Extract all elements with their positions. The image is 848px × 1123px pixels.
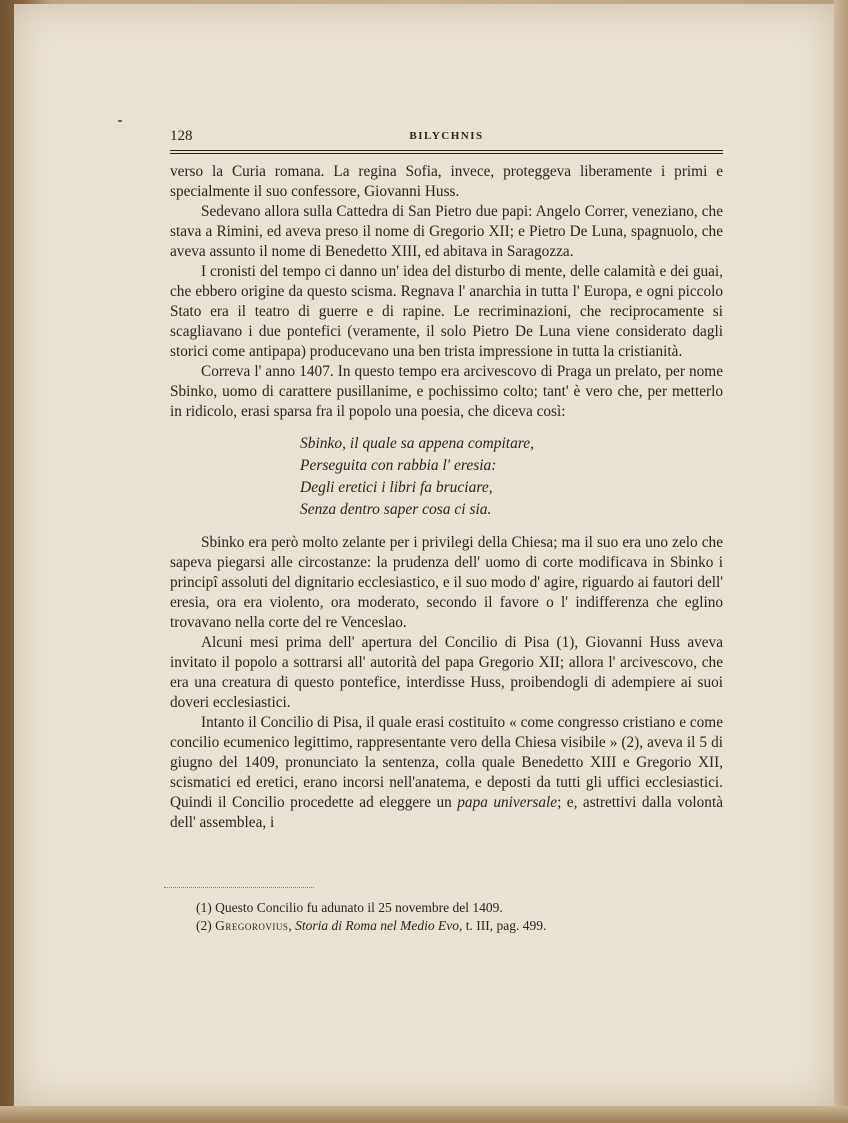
paragraph-4: Correva l' anno 1407. In questo tempo era arcivescovo di Praga un prelato, per nome Sbinko, uomo di carattere pusillanime, e pochissimo colto; tant' è vero che, per metterlo in ridicolo, erasi sparsa fra il popolo una poesia, che diceva così: <box>170 363 723 420</box>
body-text <box>170 162 723 833</box>
running-title: BILYCHNIS <box>409 130 484 142</box>
footnotes <box>196 899 716 935</box>
footnote-2 <box>196 917 716 935</box>
paragraph-1: verso la Curia romana. La regina Sofia, invece, proteggeva liberamente i primi e specialmente il suo confessore, Giovanni Huss. <box>170 163 723 200</box>
paragraph-5: Sbinko era però molto zelante per i privilegi della Chiesa; ma il suo era uno zelo che sapeva piegarsi alle circostanze: la prudenza dell' uomo di corte modificava in Sbinko i principî assoluti del dignitario ecclesiastico, e il suo modo d' agire, riguardo ai fautori dell' eresia, ora era violento, ora moderato, secondo il favore o l' indifferenza che eglino trovavano nella corte del re Venceslao. <box>170 534 723 631</box>
footnote-2-author: Gregorovius <box>215 918 289 933</box>
header-rule-bottom <box>170 153 723 154</box>
poem-line-4: Senza dentro saper cosa ci sia. <box>300 501 492 518</box>
poem-line-1: Sbinko, il quale sa appena compitare, <box>300 435 535 452</box>
poem-line-3: Degli eretici i libri fa bruciare, <box>300 479 493 496</box>
footnote-2-sep: , <box>288 918 296 933</box>
footnote-2-title: Storia di Roma nel Medio Evo <box>295 918 459 933</box>
paragraph-7-text-a: Intanto il Concilio di Pisa, il quale erasi costituito « come congresso cristiano e come concilio ecumenico legittimo, rappresentante vero della Chiesa visibile » (2), aveva il 5 di giugno del 1409, pronunciato la sentenza, colla quale Benedetto XIII e Gregorio XII, scismatici ed eretici, erano incorsi nell'anatema, e deposti da tutti gli uffici ecclesiastici. Quindi il Concilio procedette ad eleggere un <box>170 714 723 811</box>
paragraph-7-text-b: ; e, astrettivi dalla volontà dell' assemblea, i <box>170 794 723 831</box>
footnote-rule <box>164 887 314 888</box>
page-edge-bottom <box>0 1106 848 1123</box>
poem <box>300 433 723 521</box>
paragraph-6: Alcuni mesi prima dell' apertura del Concilio di Pisa (1), Giovanni Huss aveva invitato il popolo a sottrarsi all' autorità del papa Gregorio XII; allora l' arcivescovo, che era una creatura di questo pontefice, interdisse Huss, proibendogli di adempiere ai suoi doveri ecclesiastici. <box>170 634 723 711</box>
page-edge-right <box>834 0 848 1123</box>
page-header <box>170 128 723 148</box>
paragraph-3: I cronisti del tempo ci danno un' idea del disturbo di mente, delle calamità e dei guai, che ebbero origine da questo scisma. Regnava l' anarchia in tutta l' Europa, e ogni piccolo Stato era il teatro di guerre e di rapine. Le recriminazioni, che reciprocamente si scagliavano i due pontefici (veramente, il solo Pietro De Luna viene considerato dagli storici come antipapa) producevano una ben trista impressione in tutta la cristianità. <box>170 263 723 360</box>
header-rule-top <box>170 150 723 151</box>
footnote-2-rest: , t. III, pag. 499. <box>459 918 547 933</box>
poem-line-2: Perseguita con rabbia l' eresia: <box>300 457 497 474</box>
page-number: 128 <box>170 128 193 144</box>
paragraph-2: Sedevano allora sulla Cattedra di San Pietro due papi: Angelo Correr, veneziano, che stava a Rimini, ed aveva preso il nome di Gregorio XII; e Pietro De Luna, spagnuolo, che aveva assunto il nome di Benedetto XIII, ed abitava in Saragozza. <box>170 203 723 260</box>
footnote-2-marker: (2) <box>196 918 216 933</box>
paragraph-7 <box>170 713 723 833</box>
footnote-1: (1) Questo Concilio fu adunato il 25 novembre del 1409. <box>196 900 503 915</box>
ink-speck <box>118 120 122 122</box>
paragraph-7-italic: papa universale <box>457 794 558 811</box>
